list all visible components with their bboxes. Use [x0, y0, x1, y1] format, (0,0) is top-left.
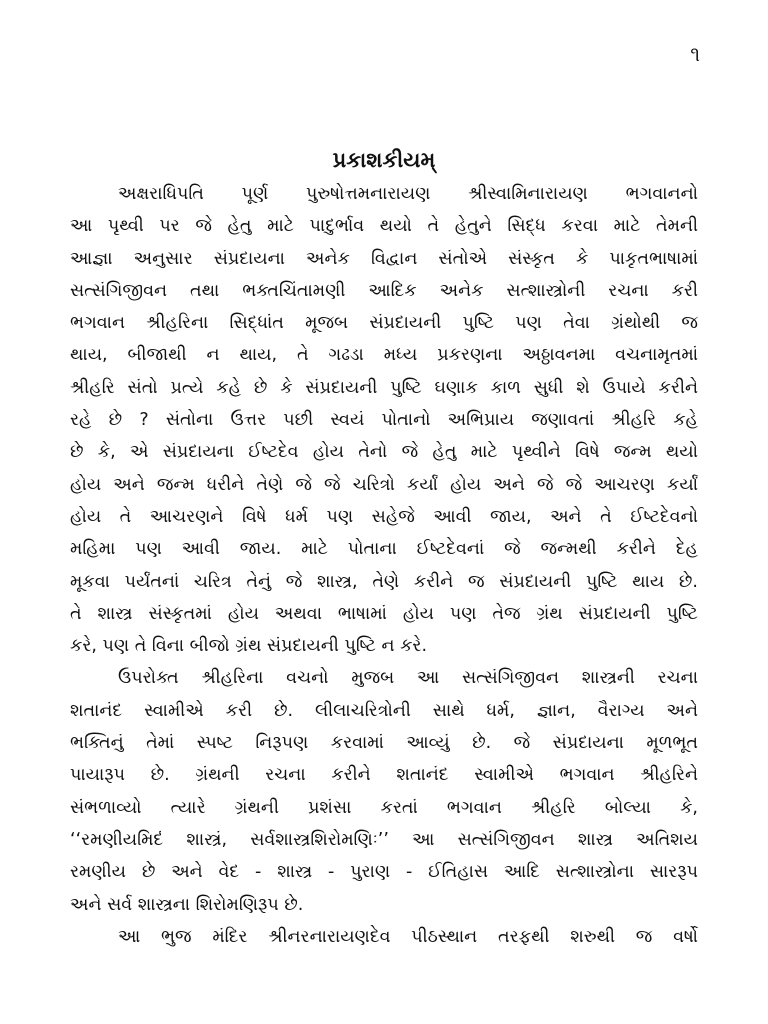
text-line: ભગવાન શ્રીહરિના સિદ્ધાંત મૂજબ સંપ્રદાયની પુષ્ટિ પણ તેવા ગ્રંથોથી જ: [70, 313, 698, 334]
text-line: થાય, બીજાથી ન થાય, તે ગઢડા મધ્ય પ્રકરણના અઠ્ઠાવનમા વચનામૃતમાં: [70, 345, 698, 366]
page-number: ૧: [690, 42, 700, 66]
text-line: રમણીય છે અને વેદ - શાસ્ત્ર - પુરાણ - ઈતિહાસ આદિ સત્શાસ્ત્રોના સારરૂપ: [70, 862, 698, 883]
page-title: પ્રકાશકીયમ્: [332, 148, 436, 172]
text-line: આ ભુજ મંદિર શ્રીનરનારાયણદેવ પીઠસ્થાન તરફથી શરુથી જ વર્ષો: [118, 926, 698, 947]
text-line: તે શાસ્ત્ર સંસ્કૃતમાં હોય અથવા ભાષામાં હોય પણ તેજ ગ્રંથ સંપ્રદાયની પુષ્ટિ: [70, 603, 698, 624]
text-line: આજ્ઞા અનુસાર સંપ્રદાયના અનેક વિદ્વાન સંતોએ સંસ્કૃત કે પાકૃતભાષામાં: [70, 248, 698, 269]
text-line: શ્રીહરિ સંતો પ્રત્યે કહે છે કે સંપ્રદાયની પુષ્ટિ ઘણાક કાળ સુધી શે ઉપાયે કરીને: [70, 377, 698, 398]
text-line: રહે છે ? સંતોના ઉત્તર પછી સ્વયં પોતાનો અભિપ્રાય જણાવતાં શ્રીહરિ કહે: [70, 410, 698, 431]
text-line: હોય તે આચરણને વિષે ધર્મ પણ સહેજે આવી જાય, અને તે ઈષ્ટદેવનો: [70, 506, 698, 527]
text-line: સત્સંગિજીવન તથા ભક્તચિંતામણી આદિક અનેક સત્શાસ્ત્રોની રચના કરી: [70, 280, 698, 301]
text-line: અક્ષરાધિપતિ પૂર્ણ પુરુષોત્તમનારાયણ શ્રીસ્વામિનારાયણ ભગવાનનો: [118, 184, 698, 204]
paragraph-3: [70, 921, 698, 953]
text-line: કરે, પણ તે વિના બીજો ગ્રંથ સંપ્રદાયની પુષ્ટિ ન કરે.: [70, 636, 428, 657]
text-line: મૂકવા પર્યંતનાં ચરિત્ર તેનું જે શાસ્ત્ર, તેણે કરીને જ સંપ્રદાયની પુષ્ટિ થાય છે.: [70, 571, 698, 592]
text-line: હોય અને જન્મ ધરીને તેણે જે જે ચરિત્રો કર્યાં હોય અને જે જે આચરણ કર્યાં: [70, 474, 698, 495]
text-line: આ પૃથ્વી પર જે હેતુ માટે પાદુર્ભાવ થયો તે હેતુને સિદ્ધ કરવા માટે તેમની: [70, 216, 698, 237]
text-line: શતાનંદ સ્વામીએ કરી છે. લીલાચરિત્રોની સાથે ધર્મ, જ્ઞાન, વૈરાગ્ય અને: [70, 700, 698, 721]
text-line: સંભળાવ્યો ત્યારે ગ્રંથની પ્રશંસા કરતાં ભગવાન શ્રીહરિ બોલ્યા કે,: [70, 797, 698, 818]
document-body: [70, 178, 698, 953]
text-line: મહિમા પણ આવી જાય. માટે પોતાના ઈષ્ટદેવનાં જે જન્મથી કરીને દેહ: [70, 539, 698, 560]
text-line: અને સર્વ શાસ્ત્રના શિરોમણિરૂપ છે.: [70, 894, 304, 915]
text-line: પાયારૂપ છે. ગ્રંથની રચના કરીને શતાનંદ સ્વામીએ ભગવાન શ્રીહરિને: [70, 765, 698, 786]
text-line: ‘‘રમણીયમિદં શાસ્ત્રં, સર્વશાસ્ત્રશિરોમણિઃ’’ આ સત્સંગિજીવન શાસ્ત્ર અતિશય: [70, 829, 698, 850]
text-line: છે કે, એ સંપ્રદાયના ઈષ્ટદેવ હોય તેનો જે હેતુ માટે પૃથ્વીને વિષે જન્મ થયો: [70, 442, 698, 463]
paragraph-2: [70, 662, 698, 920]
text-line: ઉપરોક્ત શ્રીહરિના વચનો મુજબ આ સત્સંગિજીવન શાસ્ત્રની રચના: [118, 668, 698, 689]
paragraph-1: [70, 178, 698, 662]
text-line: ભક્તિનું તેમાં સ્પષ્ટ નિરૂપણ કરવામાં આવ્યું છે. જે સંપ્રદાયના મૂળભૂત: [70, 733, 698, 754]
